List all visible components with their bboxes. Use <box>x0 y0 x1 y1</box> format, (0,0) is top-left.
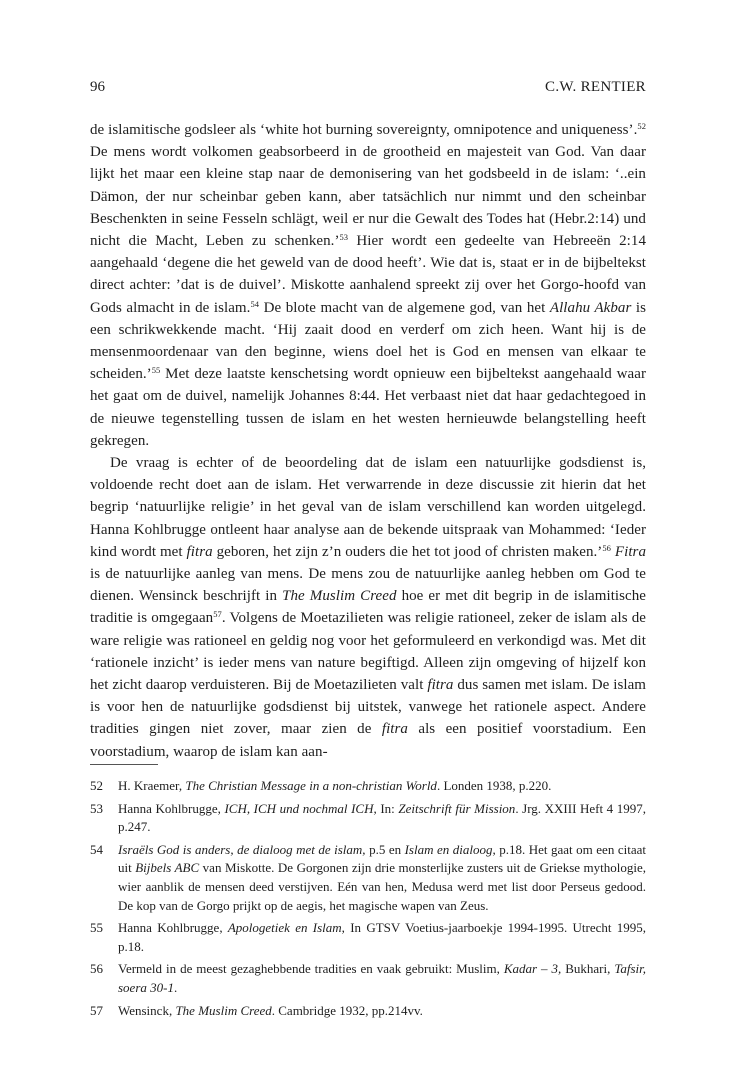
italic-title: Tafsir, soera 30-1 <box>118 961 646 995</box>
italic-title: Zeitschrift für Mission <box>398 800 516 816</box>
running-head: C.W. RENTIER <box>545 79 646 95</box>
italic-title: The Muslim Creed <box>282 588 397 605</box>
text-run: p.5 en <box>365 841 405 857</box>
footnote-52 <box>90 777 646 796</box>
text-run: . Cambridge 1932, pp.214vv. <box>271 1002 423 1018</box>
footnote-text <box>118 800 646 837</box>
footnote-separator <box>90 764 158 765</box>
footnote-number: 54 <box>90 841 103 857</box>
footnote-text <box>118 1002 646 1021</box>
footnote-54 <box>90 841 646 915</box>
footnote-ref-53[interactable]: 53 <box>339 232 349 243</box>
footnote-number: 57 <box>90 1002 103 1018</box>
text-run: dus samen met islam. De islam is voor hen de natuurlijke godsdienst bij uitstek, vanwege het rationele aspect. Andere tradities gingen niet zover, maar zien de <box>90 677 646 738</box>
footnote-ref-57[interactable]: 57 <box>213 609 222 620</box>
text-run: Vermeld in de meest gezaghebbende tradities en vaak gebruikt: Muslim, <box>118 961 504 977</box>
italic-term: fitra <box>427 677 454 694</box>
footnote-number: 55 <box>90 920 103 936</box>
italic-term: Fitra <box>614 543 646 560</box>
footnote-text <box>118 841 646 915</box>
text-run: p.18. Het gaat om een citaat uit <box>118 841 646 876</box>
footnote-text <box>118 919 646 956</box>
text-run: Hanna Kohlbrugge, <box>118 800 225 816</box>
italic-title: Apologetiek en Islam, <box>227 920 345 936</box>
text-run: . <box>173 979 178 995</box>
italic-term: fitra <box>381 721 408 738</box>
text-run: Hanna Kohlbrugge, <box>118 920 228 936</box>
text-run: . Volgens de Moetazilieten was religie rationeel, zeker de islam als de ware religie was rationeel en geldig nog voor het geformuleerd en verkondigd was. Met dit ‘rationele inzicht’ is ieder mens van nature begiftigd. Alleen zijn omgeving of hijzelf kon het zicht daarop verduisteren. Bij de Moetazilieten valt <box>90 610 646 694</box>
footnote-ref-55[interactable]: 55 <box>151 365 161 376</box>
text-run: Bukhari, <box>561 961 615 977</box>
italic-title: The Muslim Creed <box>175 1002 272 1018</box>
footnote-number: 52 <box>90 778 103 793</box>
text-run: hoe er met dit begrip in de islamitische traditie is omgegaan <box>90 588 646 627</box>
footnote-55 <box>90 919 646 956</box>
text-run: Met deze laatste kenschetsing wordt opnieuw een bijbeltekst aangehaald waar het gaat om de duivel, namelijk Johannes 8:44. Het verbaast niet dat haar gedachtegoed in de nieuwe tegenstelling tussen de islam en het westen hernieuwde belangstelling heeft gekregen. <box>90 366 646 449</box>
italic-phrase: Allahu Akbar <box>549 299 632 316</box>
paragraph-1 <box>90 119 646 452</box>
footnote-number: 53 <box>90 800 103 816</box>
text-run: is de natuurlijke aanleg van mens. De mens zou de natuurlijke aanleg hebben om God te dienen. Wensinck beschrijft in <box>90 566 646 605</box>
text-run: De blote macht van de algemene god, van het <box>259 299 550 316</box>
text-run: In GTSV Voetius-jaarboekje 1994-1995. Utrecht 1995, p.18. <box>118 920 647 954</box>
footnotes <box>90 777 646 1024</box>
italic-title: Israëls God is anders, de dialoog met de islam, <box>118 841 366 857</box>
italic-title: Islam en dialoog, <box>404 841 496 857</box>
italic-title: Kadar – 3, <box>503 961 562 977</box>
footnote-ref-52[interactable]: 52 <box>637 121 646 131</box>
footnote-ref-56[interactable]: 56 <box>602 542 611 553</box>
text-run: H. Kraemer, <box>118 778 186 793</box>
body-text <box>90 119 646 763</box>
footnote-ref-54[interactable]: 54 <box>250 298 260 309</box>
text-run: Hier wordt een gedeelte van Hebreeën 2:14 aangehaald ‘degene die het geweld van de dood heeft’. Wie dat is, staat er in de bijbeltekst direct achter: ’dat is de duivel’. Miskotte aanhalend spreekt zij over het Gorgo-hoofd van Gods almacht in de islam. <box>90 233 646 316</box>
footnote-57 <box>90 1002 646 1021</box>
italic-title: Bijbels ABC <box>135 860 200 876</box>
text-run: . Jrg. XXIII Heft 4 1997, p.247. <box>118 800 646 835</box>
text-run: geboren, het zijn z’n ouders die het tot jood of christen maken.’ <box>212 543 603 560</box>
paragraph-2 <box>90 452 646 763</box>
italic-title: The Christian Message in a non-christian World <box>185 778 437 793</box>
text-run: is een schrikwekkende macht. ‘Hij zaait dood en verderf om zich heen. Want hij is de mensenmoordenaar van den beginne, wiens doel het is God en mensen van elkaar te scheiden.’ <box>90 299 647 383</box>
text-run: Wensinck, <box>118 1002 176 1018</box>
footnote-number: 56 <box>90 961 103 977</box>
italic-title: ICH, ICH und nochmal ICH, <box>224 800 377 816</box>
text-run: In: <box>376 800 399 816</box>
italic-term: fitra <box>186 543 213 560</box>
footnote-text <box>118 777 646 796</box>
text-run: De mens wordt volkomen geabsorbeerd in de grootheid en majesteit van God. Van daar lijkt het maar een kleine stap naar de demonisering van het godsbeeld in de islam: ‘..ein Dämon, der nur scheinbar geben kann, aber tatsächlich nur nimmt und den scheinbar Beschenkten in seine Fesseln schlägt, weil er nur die Gewalt des Todes hat (Hebr.2:14) und nicht die Macht, Leben zu schenken.’ <box>90 144 646 250</box>
footnote-56 <box>90 960 646 997</box>
text-run: als een positief voorstadium. Een voorstadium, waarop de islam kan aan- <box>90 721 646 760</box>
text-run: De vraag is echter of de beoordeling dat de islam een natuurlijke godsdienst is, voldoende recht doet aan de islam. Het verwarrende in deze discussie zit hierin dat het begrip ‘natuurlijke religie’ in het geval van de islam verschillend kan worden uitgelegd. Hanna Kohlbrugge ontleent haar analyse aan de bekende uitspraak van Mohammed: ‘Ieder kind wordt met <box>90 455 646 560</box>
text-run: van Miskotte. De Gorgonen zijn drie monsterlijke zusters uit de Griekse mythologie, wier aanblik de mensen deed verstijven. Eén van hen, Medusa werd met list door Perseus gedood. De kop van de Gorgo prijkt op de aegis, het magische wapen van Zeus. <box>118 860 646 913</box>
text-run: . Londen 1938, p.220. <box>436 778 552 793</box>
text-run: de islamitische godsleer als ‘white hot burning sovereignty, omnipotence and uniqueness’. <box>90 122 638 138</box>
footnote-text <box>118 960 646 997</box>
page-number: 96 <box>90 79 105 95</box>
footnote-53 <box>90 800 646 837</box>
